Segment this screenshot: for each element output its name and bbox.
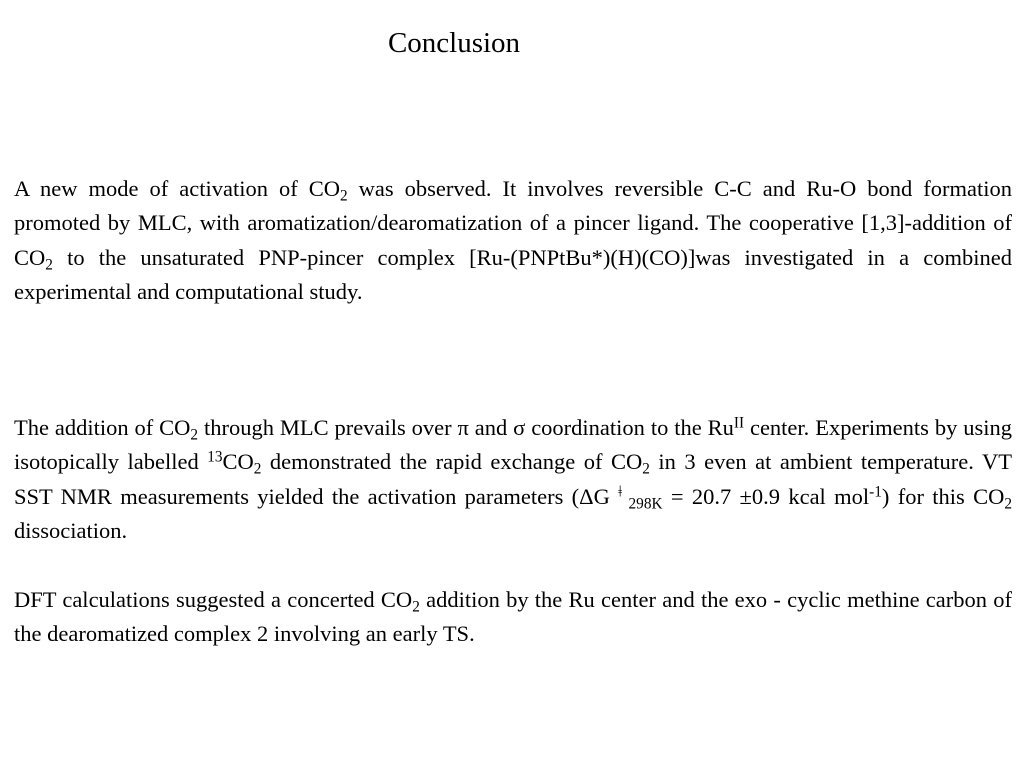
subscript: 2 — [642, 460, 650, 478]
paragraph-co2-activation — [14, 172, 1012, 310]
superscript: II — [733, 414, 745, 432]
superscript: 13 — [207, 448, 223, 466]
text-segment: addition by the Ru center and the exo - cyclic methine carbon of the dearomatized complex 2 involving an early TS. — [14, 587, 1012, 647]
subscript: 2 — [340, 187, 348, 205]
text-segment: The addition of CO — [14, 415, 191, 440]
text-segment: in 3 even at ambient temperature. VT SST NMR measurements yielded the activation parameters (ΔG — [14, 449, 1012, 509]
text-segment: = 20.7 ±0.9 kcal mol — [662, 483, 870, 509]
text-segment: DFT calculations suggested a concerted CO — [14, 587, 413, 612]
subscript: 2 — [253, 460, 262, 478]
text-segment: was observed. It involves reversible C-C and Ru-O bond formation promoted by MLC, with aromatization/dearomatization of a pincer ligand. The cooperative [1,3]-addition of CO — [14, 176, 1013, 270]
text-segment: center. Experiments by using isotopically labelled — [14, 415, 1012, 475]
text-segment: A new mode of activation of CO — [14, 176, 340, 201]
text-segment: through MLC prevails over π and σ coordination to the Ru — [198, 415, 734, 440]
text-segment: ) for this CO — [881, 483, 1005, 509]
subscript: 2 — [412, 598, 420, 616]
text-segment: to the unsaturated PNP-pincer complex [Ru-(PNPtBu*)(H)(CO)]was investigated in a combined experimental and computational study. — [14, 244, 1012, 305]
slide-title: Conclusion — [387, 27, 521, 59]
superscript: ǂ — [618, 483, 623, 501]
subscript: 2 — [45, 256, 53, 274]
text-segment: demonstrated the rapid exchange of CO — [261, 449, 643, 475]
text-segment: dissociation. — [14, 518, 128, 544]
paragraph-co2-addition — [14, 411, 1012, 549]
paragraph-dft-calculations — [14, 583, 1012, 652]
subscript: 298K — [622, 495, 663, 513]
superscript: -1 — [869, 483, 882, 501]
text-segment: CO — [222, 449, 254, 475]
subscript: 2 — [1004, 495, 1012, 513]
subscript: 2 — [190, 426, 199, 444]
